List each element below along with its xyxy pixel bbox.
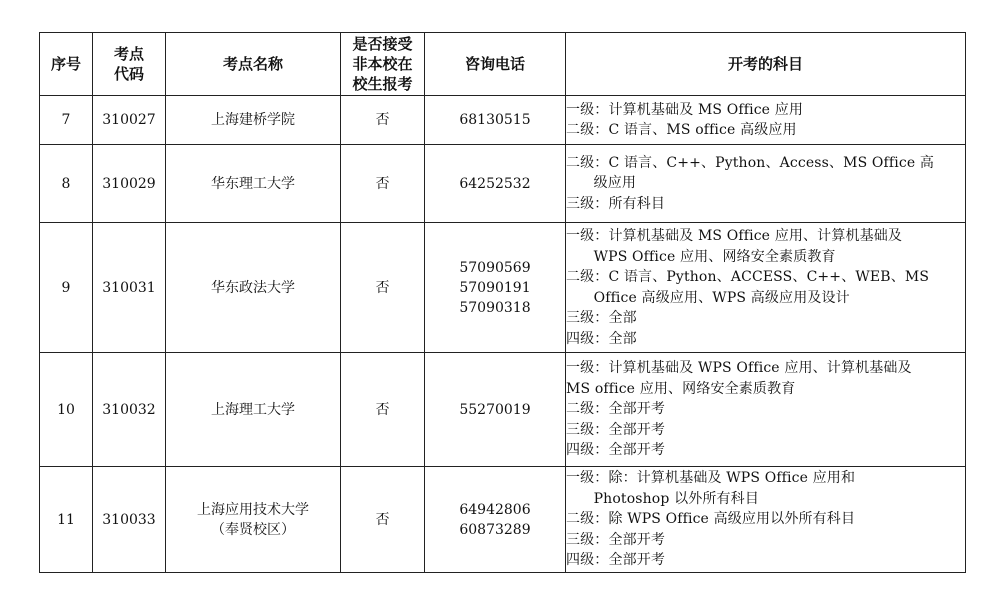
- header-row: [40, 33, 966, 96]
- header-code-line: 代码: [113, 65, 144, 83]
- phone-number: 68130515: [459, 112, 531, 128]
- header-code: [93, 33, 166, 96]
- phone-numbers: [425, 467, 566, 573]
- phone-number: 57090569: [459, 259, 531, 276]
- table-row: [40, 353, 966, 467]
- row-number: 8: [40, 145, 93, 223]
- phone-numbers: [425, 353, 566, 467]
- subject-line: WPS Office 应用、网络安全素质教育: [566, 248, 836, 265]
- site-name-line: （奉贤校区）: [211, 521, 295, 538]
- phone-numbers: [425, 145, 566, 223]
- site-code: 310027: [93, 96, 166, 145]
- subjects: [566, 467, 966, 573]
- accept-status: 否: [341, 223, 425, 353]
- phone-number: 57090318: [459, 299, 531, 316]
- header-accept-line: 是否接受: [352, 35, 413, 53]
- table-body: [40, 96, 966, 573]
- accept-status: 否: [341, 145, 425, 223]
- subject-line: 三级：全部: [566, 310, 637, 326]
- site-name: [166, 145, 341, 223]
- site-name-line: 华东理工大学: [211, 175, 295, 192]
- site-name: [166, 467, 341, 573]
- row-number: 9: [40, 223, 93, 353]
- site-name: [166, 353, 341, 467]
- site-code: 310033: [93, 467, 166, 573]
- subject-line: 一级：计算机基础及 MS Office 应用、计算机基础及: [566, 228, 903, 244]
- site-name: [166, 223, 341, 353]
- subject-line: 二级：C 语言、Python、ACCESS、C++、WEB、MS: [566, 269, 930, 285]
- table-row: [40, 223, 966, 353]
- subject-line: Office 高级应用、WPS 高级应用及设计: [566, 289, 850, 306]
- exam-sites-table: [39, 32, 966, 573]
- phone-number: 57090191: [459, 279, 531, 296]
- site-name-line: 华东政法大学: [211, 279, 295, 296]
- phone-number: 64252532: [459, 175, 531, 192]
- subject-line: 四级：全部开考: [566, 552, 666, 569]
- header-accept-line: 非本校在: [352, 55, 413, 73]
- phone-number: 64942806: [459, 501, 531, 518]
- site-code: 310029: [93, 145, 166, 223]
- subject-line: Photoshop 以外所有科目: [566, 490, 759, 507]
- header-accept-line: 校生报考: [352, 75, 413, 93]
- header-code-line: 考点: [113, 45, 144, 63]
- subject-line: 级应用: [566, 175, 637, 192]
- subject-line: MS office 应用、网络安全素质教育: [566, 380, 796, 397]
- site-name: [166, 96, 341, 145]
- subject-line: 一级：除：计算机基础及 WPS Office 应用和: [566, 470, 856, 487]
- subject-line: 三级：所有科目: [566, 195, 666, 212]
- subject-line: 二级：C 语言、MS office 高级应用: [566, 122, 797, 138]
- accept-status: 否: [341, 467, 425, 573]
- phone-number: 55270019: [459, 401, 531, 418]
- subjects: [566, 223, 966, 353]
- phone-numbers: [425, 223, 566, 353]
- row-number: 7: [40, 96, 93, 145]
- subject-line: 三级：全部开考: [566, 531, 666, 548]
- header-accept: [341, 33, 425, 96]
- subject-line: 四级：全部: [566, 330, 637, 347]
- subject-line: 一级：计算机基础及 WPS Office 应用、计算机基础及: [566, 360, 912, 377]
- subjects: [566, 96, 966, 145]
- subject-line: 三级：全部开考: [566, 421, 666, 438]
- header-subjects: 开考的科目: [566, 33, 966, 96]
- subjects: [566, 353, 966, 467]
- table-row: [40, 96, 966, 145]
- site-code: 310031: [93, 223, 166, 353]
- subject-line: 二级：全部开考: [566, 401, 666, 418]
- accept-status: 否: [341, 96, 425, 145]
- row-number: 11: [40, 467, 93, 573]
- row-number: 10: [40, 353, 93, 467]
- subject-line: 二级：除 WPS Office 高级应用以外所有科目: [566, 511, 856, 528]
- site-code: 310032: [93, 353, 166, 467]
- phone-numbers: [425, 96, 566, 145]
- phone-number: 60873289: [459, 521, 531, 538]
- header-phone: 咨询电话: [425, 33, 566, 96]
- subject-line: 一级：计算机基础及 MS Office 应用: [566, 101, 804, 118]
- header-no: 序号: [40, 33, 93, 96]
- subject-line: 二级：C 语言、C++、Python、Access、MS Office 高: [566, 154, 935, 171]
- subjects: [566, 145, 966, 223]
- header-name: 考点名称: [166, 33, 341, 96]
- site-name-line: 上海建桥学院: [211, 112, 295, 128]
- site-name-line: 上海应用技术大学: [197, 501, 309, 518]
- table-row: [40, 145, 966, 223]
- site-name-line: 上海理工大学: [211, 401, 295, 418]
- subject-line: 四级：全部开考: [566, 442, 666, 459]
- accept-status: 否: [341, 353, 425, 467]
- table-row: [40, 467, 966, 573]
